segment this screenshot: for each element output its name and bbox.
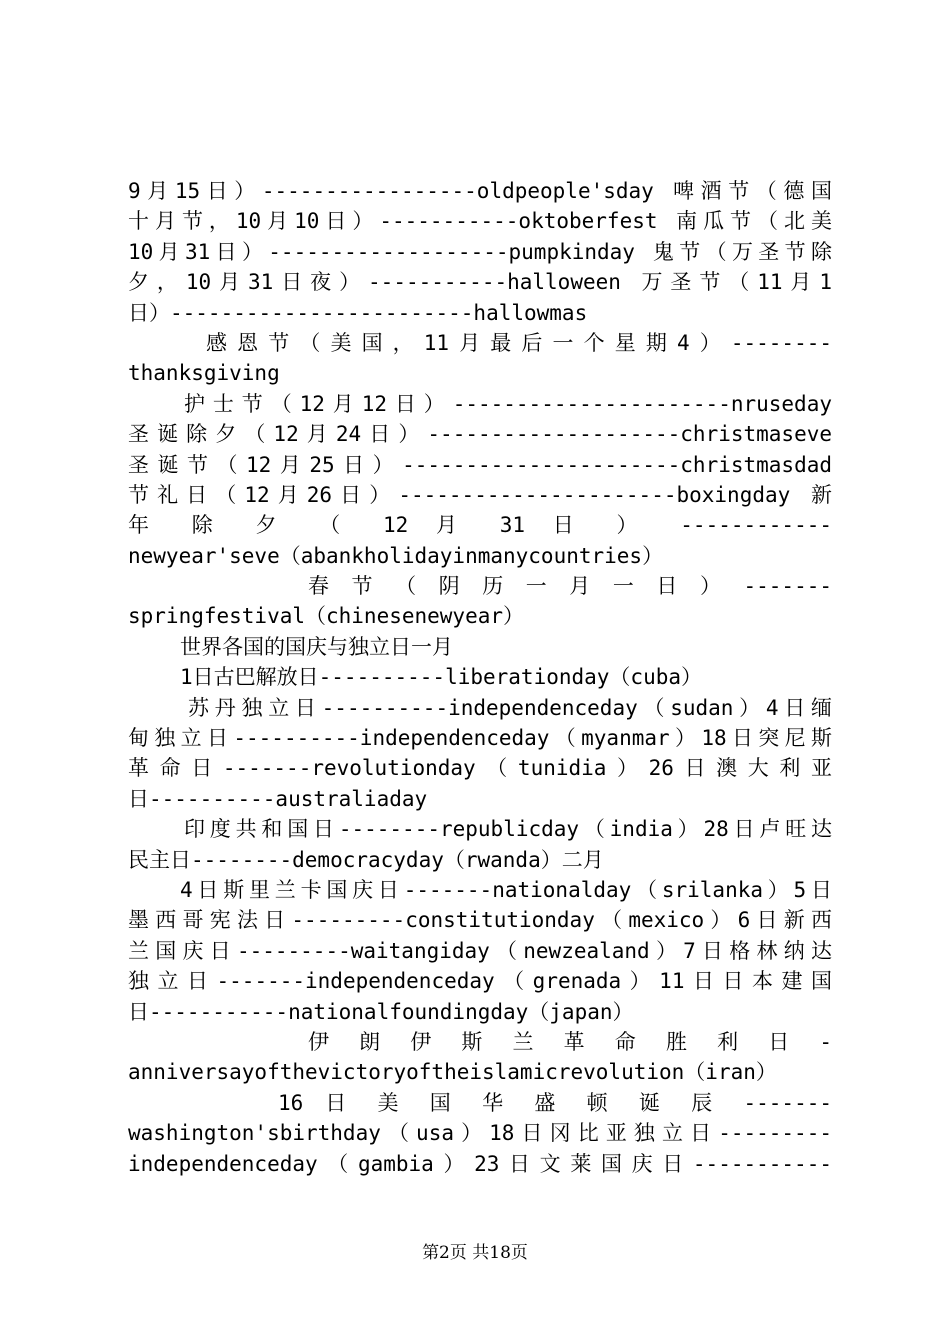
text-line: 兰国庆日---------waitangiday（newzealand）7日格林纳达 xyxy=(128,938,832,963)
text-line: 护士节（12月12日）----------------------nruseday xyxy=(184,391,832,416)
text-line: 墨西哥宪法日---------constitutionday（mexico）6日新西 xyxy=(128,908,832,933)
text-line: 圣诞除夕（12月24日）--------------------christmaseve xyxy=(128,422,832,447)
text-line: springfestival（chinesenewyear） xyxy=(128,604,525,629)
text-line: 日----------australiaday xyxy=(128,786,428,811)
text-line: 16 日 美 国 华 盛 顿 诞 辰 ------- xyxy=(278,1090,832,1115)
text-line: 4日斯里兰卡国庆日-------nationalday（srilanka）5日 xyxy=(180,877,832,902)
text-line: 日）------------------------hallowmas xyxy=(128,300,588,325)
text-line: 苏丹独立日----------independenceday（sudan）4日缅 xyxy=(188,695,832,720)
text-line: 圣诞节（12月25日）----------------------christmasdad xyxy=(128,452,832,477)
page-footer: 第2页 共18页 xyxy=(422,1243,528,1263)
text-line: 世界各国的国庆与独立日一月 xyxy=(180,634,453,659)
text-line: 1日古巴解放日----------liberationday（cuba） xyxy=(180,665,703,690)
text-line: anniversayofthevictoryoftheislamicrevolution（iran） xyxy=(128,1060,777,1085)
text-line: 年 除 夕 （ 12 月 31 日 ） ------------ xyxy=(128,513,832,538)
text-line: independenceday（gambia）23日文莱国庆日----------- xyxy=(128,1151,832,1176)
text-line: 日-----------nationalfoundingday（japan） xyxy=(128,999,634,1024)
text-line: 伊 朗 伊 斯 兰 革 命 胜 利 日 - xyxy=(308,1029,832,1054)
text-line: 9月15日）-----------------oldpeople'sday 啤酒节（德国 xyxy=(128,179,832,203)
text-line: 夕，10月31日夜）-----------halloween 万圣节（11月1 xyxy=(128,270,832,295)
document-body xyxy=(128,176,832,1179)
text-line: newyear'seve（abankholidayinmanycountries） xyxy=(128,543,664,568)
text-line: 革命日-------revolutionday（tunidia）26日澳大利亚 xyxy=(128,756,832,781)
text-line: 感恩节（美国，11月最后一个星期4）-------- xyxy=(206,330,832,355)
text-line: 民主日--------democracyday（rwanda）二月 xyxy=(128,847,604,872)
text-line: washington'sbirthday（usa）18日冈比亚独立日--------- xyxy=(128,1121,832,1146)
text-line: 节礼日（12月26日）----------------------boxingday 新 xyxy=(128,482,832,507)
text-line: 10月31日）-------------------pumpkinday 鬼节（万圣节除 xyxy=(128,239,832,264)
text-line: 印度共和国日--------republicday（india）28日卢旺达 xyxy=(184,817,832,842)
text-line: 十月节，10月10日）-----------oktoberfest 南瓜节（北美 xyxy=(128,209,832,234)
text-line: 甸独立日----------independenceday（myanmar）18日突尼斯 xyxy=(128,726,832,751)
text-line: 独立日-------independenceday（grenada）11日日本建国 xyxy=(128,969,832,994)
text-line: thanksgiving xyxy=(128,361,280,386)
text-line: 春 节 （ 阴 历 一 月 一 日 ） ------- xyxy=(308,574,832,599)
